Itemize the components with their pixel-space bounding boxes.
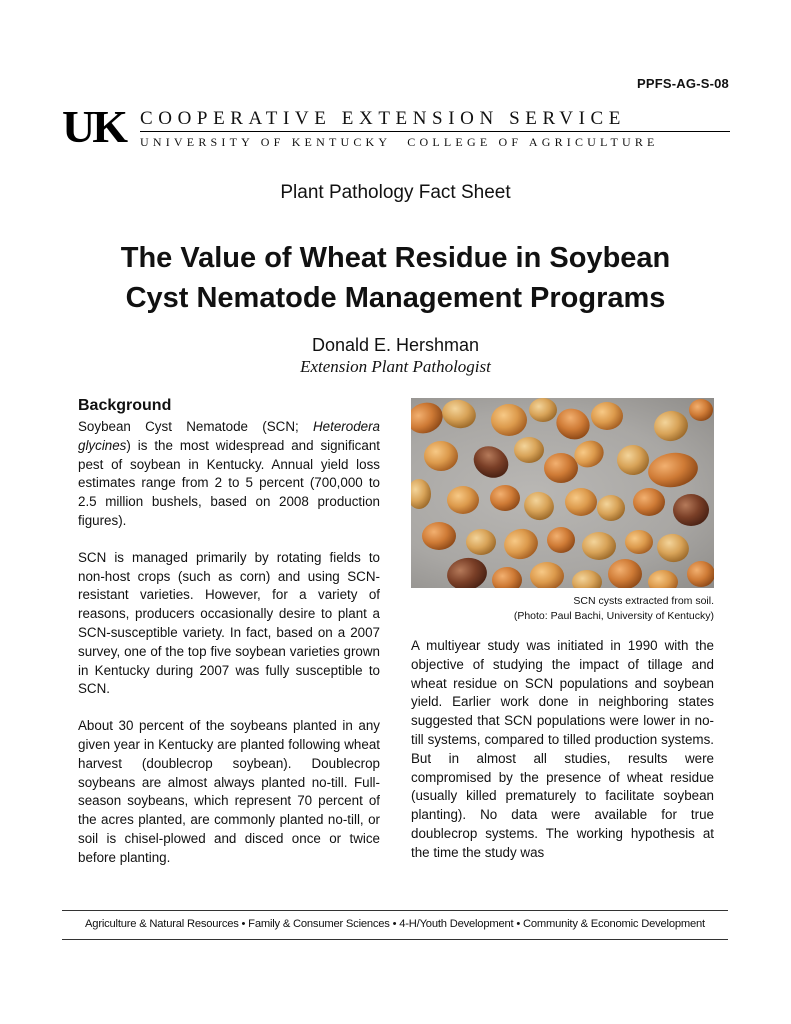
study-paragraph: A multiyear study was initiated in 1990 with the objective of studying the impact of tillage and wheat residue on SCN populations and soybean yield. Earlier work done in neighboring states suggested that SCN populations were lower in no-till systems, compared to tilled production systems. But in almost all studies, results were compromised by the presence of wheat residue (usually killed prematurely to facilitate soybean planting). No data were available for true doublecrop systems. The working hypothesis at the time the study was [411,638,714,860]
paragraph-3: About 30 percent of the soybeans planted in any given year in Kentucky are planted following wheat harvest (doublecrop soybean). Doublecrop soybeans are almost always planted no-till. Full-season soybeans, which represent 70 percent of the acres planted, are commonly planted no-till, or soil is chisel-plowed and disced once or twice before planting. [78,718,380,865]
college-name: COLLEGE OF AGRICULTURE [407,135,659,149]
paragraph-1-end: ) is the most widespread and significant pest of soybean in Kentucky. Annual yield loss estimates range from 2 to 5 percent (700,000 to 2.5 million bushels, based on 2008 production figures). [78,437,380,528]
caption-line-1: SCN cysts extracted from soil. [573,595,714,607]
paragraph-2: SCN is managed primarily by rotating fields to non-host crops (such as corn) and using SCN-resistant varieties. However, for a variety of reasons, producers occasionally desire to plant a SCN-susceptible variety. In fact, based on a 2007 survey, one of the top five soybean varieties grown in Kentucky during 2007 was fully susceptible to SCN. [78,549,380,697]
page-title [0,238,791,318]
species-name: Heterodera glycines [78,419,380,453]
institution-line [140,135,659,149]
footer-rule-bottom [62,939,728,940]
author-role: Extension Plant Pathologist [300,357,491,376]
left-column [78,395,380,886]
caption-credit: (Photo: Paul Bachi, University of Kentucky) [513,610,714,622]
scn-cysts-photo [411,398,714,588]
masthead-divider [140,131,730,132]
extension-masthead [62,101,730,152]
service-name: COOPERATIVE EXTENSION SERVICE [140,108,626,129]
footer-rule-top [62,910,728,911]
section-heading: Background [78,397,172,414]
right-column [411,637,714,881]
uk-logo: UK [62,101,125,152]
title-line-1: The Value of Wheat Residue in Soybean [120,242,671,274]
photo-caption [400,594,714,624]
series-title: Plant Pathology Fact Sheet [280,182,511,203]
author-name: Donald E. Hershman [311,335,480,355]
footer-text: Agriculture & Natural Resources • Family & Consumer Sciences • 4-H/Youth Development • Community & Economic Development [85,918,705,930]
university-name: UNIVERSITY OF KENTUCKY [140,135,392,149]
document-id: PPFS-AG-S-08 [637,76,729,91]
paragraph-1-start: Soybean Cyst Nematode (SCN; [78,419,313,434]
paragraph-1 [78,418,380,531]
title-line-2: Cyst Nematode Management Programs [125,282,666,314]
cysts-illustration [411,398,714,588]
